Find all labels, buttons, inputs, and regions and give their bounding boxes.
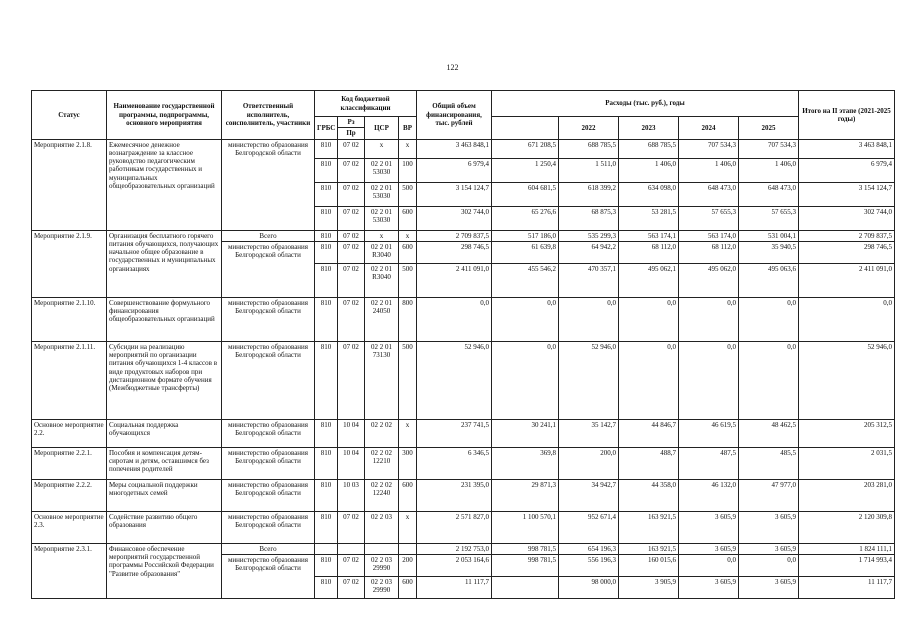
cell-y1	[492, 577, 559, 599]
cell-status: Мероприятие 2.1.9.	[32, 230, 107, 297]
header-2022: 2022	[559, 117, 619, 140]
cell-y1: 0,0	[492, 341, 559, 419]
cell-y2025: 0,0	[739, 297, 799, 341]
cell-y2022: 618 399,2	[559, 182, 619, 206]
cell-vr: 600	[399, 577, 417, 599]
cell-stage-total: 52 946,0	[799, 341, 895, 419]
cell-csr: 02 2 01 73130	[365, 341, 399, 419]
cell-name: Финансовое обеспечение мероприятий государственной программы Российской Федерации "Развитие образования"	[107, 543, 222, 598]
header-total-volume: Общий объем финансирования, тыс. рублей	[417, 91, 492, 140]
table-row	[32, 543, 895, 554]
cell-name: Меры социальной поддержки многодетных семей	[107, 479, 222, 511]
cell-stage-total: 6 979,4	[799, 158, 895, 182]
cell-y2024: 648 473,0	[679, 182, 739, 206]
cell-y2024: 0,0	[679, 297, 739, 341]
cell-y2024: 68 112,0	[679, 241, 739, 263]
cell-y2022: 535 299,3	[559, 230, 619, 241]
cell-y1: 998 781,5	[492, 543, 559, 554]
header-2023: 2023	[619, 117, 679, 140]
cell-y1: 1 100 570,1	[492, 511, 559, 543]
header-vr: ВР	[399, 117, 417, 140]
cell-stage-total: 298 746,5	[799, 241, 895, 263]
cell-csr: 02 2 02	[365, 419, 399, 447]
cell-total: 0,0	[417, 297, 492, 341]
cell-name: Ежемесячное денежное вознаграждение за классное руководство педагогическим работникам государственных и муниципальных общеобразовательных организаций	[107, 139, 222, 230]
cell-y2025: 0,0	[739, 555, 799, 577]
cell-y2023: 44 358,0	[619, 479, 679, 511]
cell-csr: 02 2 03 29990	[365, 555, 399, 577]
cell-executor: министерство образования Белгородской области	[222, 479, 315, 511]
cell-csr: х	[365, 230, 399, 241]
cell-status: Мероприятие 2.1.8.	[32, 139, 107, 230]
cell-vr: х	[399, 511, 417, 543]
cell-stage-total: 205 312,5	[799, 419, 895, 447]
cell-csr: 02 2 01 53030	[365, 158, 399, 182]
cell-vr: 200	[399, 555, 417, 577]
cell-name: Пособия и компенсация детям-сиротам и детям, оставшимся без попечения родителей	[107, 447, 222, 479]
cell-y2022: 470 357,1	[559, 263, 619, 297]
cell-y1: 998 781,5	[492, 555, 559, 577]
cell-total: 3 154 124,7	[417, 182, 492, 206]
cell-grbs: 810	[315, 447, 338, 479]
cell-y2022: 688 785,5	[559, 139, 619, 158]
cell-y2023: 0,0	[619, 341, 679, 419]
cell-grbs: 810	[315, 182, 338, 206]
cell-stage-total: 2 411 091,0	[799, 263, 895, 297]
table-row	[32, 230, 895, 241]
cell-grbs	[315, 543, 338, 554]
cell-vr: 800	[399, 297, 417, 341]
cell-y2024: 487,5	[679, 447, 739, 479]
cell-y2025: 707 534,3	[739, 139, 799, 158]
cell-y2024: 3 605,9	[679, 577, 739, 599]
cell-vr: 500	[399, 182, 417, 206]
cell-grbs: 810	[315, 206, 338, 230]
cell-y1: 0,0	[492, 297, 559, 341]
cell-y1: 369,8	[492, 447, 559, 479]
cell-y1: 61 639,8	[492, 241, 559, 263]
cell-y2022: 0,0	[559, 297, 619, 341]
cell-y2023: 68 112,0	[619, 241, 679, 263]
cell-rz: 07 02	[338, 511, 365, 543]
header-name: Наименование государственной программы, подпрограммы, основного мероприятия	[107, 91, 222, 140]
table-row	[32, 447, 895, 479]
cell-executor: министерство образования Белгородской области	[222, 341, 315, 419]
cell-executor: министерство образования Белгородской области	[222, 297, 315, 341]
budget-table	[31, 90, 895, 599]
cell-grbs: 810	[315, 158, 338, 182]
header-grbs: ГРБС	[315, 117, 338, 140]
cell-y1: 1 250,4	[492, 158, 559, 182]
cell-rz: 07 02	[338, 297, 365, 341]
table-row	[32, 511, 895, 543]
cell-rz: 07 02	[338, 263, 365, 297]
cell-y2023: 495 062,1	[619, 263, 679, 297]
cell-stage-total: 203 281,0	[799, 479, 895, 511]
cell-status: Мероприятие 2.3.1.	[32, 543, 107, 598]
cell-y2023: 1 406,0	[619, 158, 679, 182]
header-expenses: Расходы (тыс. руб.), годы	[492, 91, 799, 117]
cell-status: Мероприятие 2.2.2.	[32, 479, 107, 511]
cell-stage-total: 1 824 111,1	[799, 543, 895, 554]
cell-y2023: 688 785,5	[619, 139, 679, 158]
cell-csr: 02 2 01 24050	[365, 297, 399, 341]
cell-vr: х	[399, 139, 417, 158]
cell-stage-total: 0,0	[799, 297, 895, 341]
cell-stage-total: 3 154 124,7	[799, 182, 895, 206]
cell-grbs: 810	[315, 577, 338, 599]
cell-y1: 65 276,6	[492, 206, 559, 230]
header-csr: ЦСР	[365, 117, 399, 140]
cell-vr: 500	[399, 263, 417, 297]
cell-rz: 07 02	[338, 206, 365, 230]
cell-csr	[365, 543, 399, 554]
cell-total: 2 571 827,0	[417, 511, 492, 543]
cell-y2024: 563 174,0	[679, 230, 739, 241]
cell-y2025: 648 473,0	[739, 182, 799, 206]
header-budget-code: Код бюджетной классификации	[315, 91, 417, 117]
cell-stage-total: 3 463 848,1	[799, 139, 895, 158]
cell-y2023: 563 174,1	[619, 230, 679, 241]
cell-y2025: 495 063,6	[739, 263, 799, 297]
cell-y1: 517 186,0	[492, 230, 559, 241]
cell-y2025: 35 940,5	[739, 241, 799, 263]
cell-y1: 604 681,5	[492, 182, 559, 206]
header-stage-total: Итого на II этапе (2021-2025 годы)	[799, 91, 895, 140]
cell-rz: 07 02	[338, 230, 365, 241]
cell-y2024: 3 605,9	[679, 543, 739, 554]
cell-total: 3 463 848,1	[417, 139, 492, 158]
cell-rz: 07 02	[338, 241, 365, 263]
table-row	[32, 139, 895, 158]
cell-grbs: 810	[315, 341, 338, 419]
cell-vr	[399, 543, 417, 554]
cell-stage-total: 2 031,5	[799, 447, 895, 479]
cell-executor: министерство образования Белгородской области	[222, 241, 315, 297]
cell-csr: 02 2 01 53030	[365, 182, 399, 206]
cell-csr: х	[365, 139, 399, 158]
cell-y1: 671 208,5	[492, 139, 559, 158]
cell-y2024: 707 534,3	[679, 139, 739, 158]
cell-executor: Всего	[222, 230, 315, 241]
header-2024: 2024	[679, 117, 739, 140]
cell-y2025: 3 605,9	[739, 511, 799, 543]
table-row	[32, 341, 895, 419]
cell-name: Социальная поддержка обучающихся	[107, 419, 222, 447]
cell-csr: 02 2 01 R3040	[365, 241, 399, 263]
cell-total: 2 192 753,0	[417, 543, 492, 554]
cell-stage-total: 2 709 837,5	[799, 230, 895, 241]
cell-y2025: 57 655,3	[739, 206, 799, 230]
cell-executor: Всего	[222, 543, 315, 554]
cell-total: 6 346,5	[417, 447, 492, 479]
header-executor: Ответственный исполнитель, соисполнитель, участники	[222, 91, 315, 140]
cell-rz: 10 04	[338, 447, 365, 479]
cell-vr: 600	[399, 479, 417, 511]
cell-vr: 300	[399, 447, 417, 479]
header-pr: Пр	[338, 128, 365, 139]
cell-rz: 07 02	[338, 577, 365, 599]
cell-csr: 02 2 01 53030	[365, 206, 399, 230]
cell-y2024: 0,0	[679, 341, 739, 419]
cell-total: 11 117,7	[417, 577, 492, 599]
cell-y2024: 57 655,3	[679, 206, 739, 230]
cell-status: Мероприятие 2.2.1.	[32, 447, 107, 479]
cell-status: Мероприятие 2.1.11.	[32, 341, 107, 419]
cell-rz: 10 03	[338, 479, 365, 511]
cell-y2022: 654 196,3	[559, 543, 619, 554]
cell-grbs: 810	[315, 297, 338, 341]
cell-y2023: 53 281,5	[619, 206, 679, 230]
cell-grbs: 810	[315, 419, 338, 447]
cell-total: 2 053 164,6	[417, 555, 492, 577]
cell-vr: 600	[399, 241, 417, 263]
cell-vr: 100	[399, 158, 417, 182]
cell-total: 2 709 837,5	[417, 230, 492, 241]
cell-y2022: 52 946,0	[559, 341, 619, 419]
cell-y2025: 3 605,9	[739, 543, 799, 554]
cell-y2023: 634 098,0	[619, 182, 679, 206]
cell-y2023: 160 015,6	[619, 555, 679, 577]
cell-status: Основное мероприятие 2.3.	[32, 511, 107, 543]
cell-rz	[338, 543, 365, 554]
cell-executor: министерство образования Белгородской области	[222, 419, 315, 447]
cell-name: Содействие развитию общего образования	[107, 511, 222, 543]
cell-grbs: 810	[315, 241, 338, 263]
cell-y2022: 64 942,2	[559, 241, 619, 263]
cell-y2022: 34 942,7	[559, 479, 619, 511]
cell-grbs: 810	[315, 230, 338, 241]
cell-name: Организация бесплатного горячего питания обучающихся, получающих начальное общее образование в государственных и муниципальных организациях	[107, 230, 222, 297]
header-2025: 2025	[739, 117, 799, 140]
cell-csr: 02 2 03	[365, 511, 399, 543]
cell-name: Совершенствование формульного финансирования общеобразовательных организаций	[107, 297, 222, 341]
table-row	[32, 297, 895, 341]
cell-vr: х	[399, 419, 417, 447]
cell-y1: 30 241,1	[492, 419, 559, 447]
cell-y2023: 163 921,5	[619, 511, 679, 543]
cell-csr: 02 2 01 R3040	[365, 263, 399, 297]
cell-vr: 600	[399, 206, 417, 230]
cell-status: Основное мероприятие 2.2.	[32, 419, 107, 447]
cell-y2025: 3 605,9	[739, 577, 799, 599]
cell-executor: министерство образования Белгородской области	[222, 139, 315, 230]
cell-csr: 02 2 02 12240	[365, 479, 399, 511]
cell-grbs: 810	[315, 139, 338, 158]
cell-rz: 07 02	[338, 158, 365, 182]
cell-grbs: 810	[315, 479, 338, 511]
cell-y2025: 485,5	[739, 447, 799, 479]
cell-stage-total: 11 117,7	[799, 577, 895, 599]
cell-y2024: 3 605,9	[679, 511, 739, 543]
cell-y2022: 98 000,0	[559, 577, 619, 599]
cell-y2024: 1 406,0	[679, 158, 739, 182]
cell-stage-total: 2 120 309,8	[799, 511, 895, 543]
cell-grbs: 810	[315, 555, 338, 577]
cell-total: 298 746,5	[417, 241, 492, 263]
table-row	[32, 419, 895, 447]
cell-y2024: 0,0	[679, 555, 739, 577]
cell-csr: 02 2 02 12210	[365, 447, 399, 479]
cell-stage-total: 302 744,0	[799, 206, 895, 230]
cell-total: 231 395,0	[417, 479, 492, 511]
cell-csr: 02 2 03 29990	[365, 577, 399, 599]
cell-y2022: 556 196,3	[559, 555, 619, 577]
cell-y2023: 44 846,7	[619, 419, 679, 447]
cell-y2023: 0,0	[619, 297, 679, 341]
cell-stage-total: 1 714 993,4	[799, 555, 895, 577]
cell-vr: 500	[399, 341, 417, 419]
cell-y2022: 952 671,4	[559, 511, 619, 543]
cell-executor: министерство образования Белгородской области	[222, 447, 315, 479]
cell-executor: министерство образования Белгородской области	[222, 555, 315, 599]
cell-total: 6 979,4	[417, 158, 492, 182]
cell-status: Мероприятие 2.1.10.	[32, 297, 107, 341]
cell-y2024: 495 062,0	[679, 263, 739, 297]
table-row	[32, 479, 895, 511]
cell-grbs: 810	[315, 263, 338, 297]
cell-total: 302 744,0	[417, 206, 492, 230]
cell-y2025: 48 462,5	[739, 419, 799, 447]
cell-y2025: 47 977,0	[739, 479, 799, 511]
cell-y2025: 0,0	[739, 341, 799, 419]
cell-rz: 07 02	[338, 139, 365, 158]
cell-y2022: 200,0	[559, 447, 619, 479]
cell-rz: 10 04	[338, 419, 365, 447]
cell-y2024: 46 132,0	[679, 479, 739, 511]
cell-rz: 07 02	[338, 555, 365, 577]
cell-y2024: 46 619,5	[679, 419, 739, 447]
cell-total: 52 946,0	[417, 341, 492, 419]
cell-y2025: 531 004,1	[739, 230, 799, 241]
cell-grbs: 810	[315, 511, 338, 543]
header-status: Статус	[32, 91, 107, 140]
cell-rz: 07 02	[338, 341, 365, 419]
cell-y1: 455 546,2	[492, 263, 559, 297]
cell-y2022: 1 511,0	[559, 158, 619, 182]
cell-rz: 07 02	[338, 182, 365, 206]
cell-y2022: 68 875,3	[559, 206, 619, 230]
cell-name: Субсидии на реализацию мероприятий по организации питания обучающихся 1-4 классов в виде продуктовых наборов при дистанционном формате обучения (Межбюджетные трансферты)	[107, 341, 222, 419]
cell-y2023: 3 905,9	[619, 577, 679, 599]
cell-executor: министерство образования Белгородской области	[222, 511, 315, 543]
cell-total: 237 741,5	[417, 419, 492, 447]
cell-y2023: 488,7	[619, 447, 679, 479]
cell-y1: 29 871,3	[492, 479, 559, 511]
page-number: 122	[446, 63, 459, 72]
cell-total: 2 411 091,0	[417, 263, 492, 297]
cell-y2025: 1 406,0	[739, 158, 799, 182]
cell-y2023: 163 921,5	[619, 543, 679, 554]
cell-vr: х	[399, 230, 417, 241]
header-rz: Рз	[338, 117, 365, 128]
cell-y2022: 35 142,7	[559, 419, 619, 447]
header-year-blank	[492, 117, 559, 140]
